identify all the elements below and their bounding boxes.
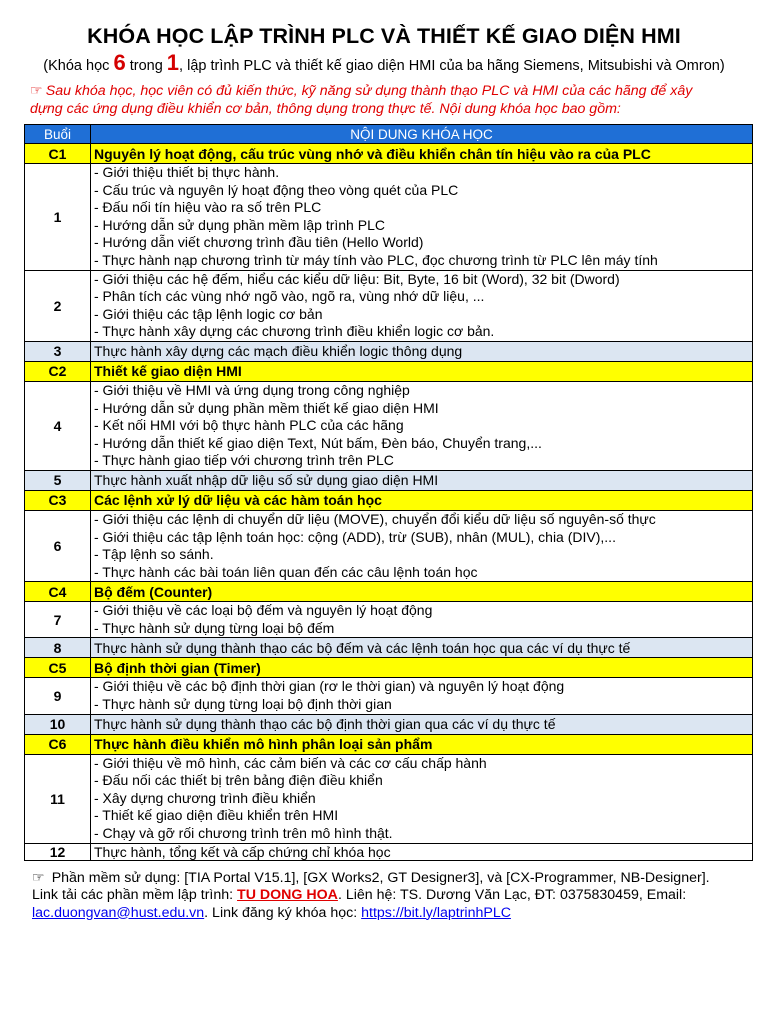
content-line: - Tập lệnh so sánh. [94,546,214,563]
pointing-hand-icon: ☞ [32,869,45,886]
footer [32,870,754,923]
session-content [91,602,753,638]
session-number: 9 [25,678,91,714]
table-row [25,470,753,490]
content-line: - Phân tích các vùng nhớ ngõ vào, ngõ ra, vùng nhớ dữ liệu, ... [94,288,485,305]
content-line: - Giới thiệu các lệnh di chuyển dữ liệu (MOVE), chuyển đổi kiểu dữ liệu số nguyên-số thực [94,510,656,527]
subtitle-post: , lập trình PLC và thiết kế giao diện HMI của ba hãng Siemens, Mitsubishi và Omron) [179,58,725,74]
table-row [25,638,753,658]
download-link[interactable]: TU DONG HOA [237,887,338,904]
content-line: - Giới thiệu các tập lệnh logic cơ bản [94,305,323,322]
content-line: - Giới thiệu về HMI và ứng dụng trong công nghiệp [94,381,410,398]
email-link[interactable]: lac.duongvan@hust.edu.vn [32,904,205,921]
session-number: C3 [25,490,91,510]
session-number: C4 [25,582,91,602]
table-row [25,843,753,860]
session-content [91,270,753,341]
table-row [25,490,753,510]
content-line: - Giới thiệu về mô hình, các cảm biến và các cơ cấu chấp hành [94,754,487,771]
content-line: - Giới thiệu về các bộ định thời gian (rơ le thời gian) và nguyên lý hoạt động [94,678,565,695]
session-content [91,164,753,271]
content-line: - Thực hành giao tiếp với chương trình trên PLC [94,452,394,469]
table-row [25,164,753,271]
table-row [25,341,753,361]
content-line: - Hướng dẫn viết chương trình đầu tiên (Hello World) [94,234,424,251]
session-number: C1 [25,144,91,164]
table-row [25,270,753,341]
session-number: 8 [25,638,91,658]
content-line: - Thiết kế giao diện điều khiển trên HMI [94,807,339,824]
pointing-hand-icon: ☞ [30,83,43,99]
session-content [91,678,753,714]
content-line: - Hướng dẫn thiết kế giao diện Text, Nút bấm, Đèn báo, Chuyển trang,... [94,434,542,451]
chapter-title: Thực hành điều khiển mô hình phân loại sản phẩm [91,734,753,754]
column-header-content: NỘI DUNG KHÓA HỌC [91,125,753,144]
content-line: - Giới thiệu các tập lệnh toán học: cộng (ADD), trừ (SUB), nhân (MUL), chia (DIV),... [94,528,616,545]
intro-text [30,82,754,118]
column-header-session: Buổi [25,125,91,144]
register-link[interactable]: https://bit.ly/laptrinhPLC [361,904,511,921]
intro-line-2: dựng các ứng dụng điều khiển cơ bản, thông dụng trong thực tế. Nội dung khóa học bao gồm: [30,101,621,117]
content-line: - Giới thiệu về các loại bộ đếm và nguyên lý hoạt động [94,602,433,619]
content-line: - Giới thiệu thiết bị thực hành. [94,164,280,180]
session-content: Thực hành, tổng kết và cấp chứng chỉ khóa học [91,843,753,860]
table-row [25,510,753,581]
content-line: - Cấu trúc và nguyên lý hoạt động theo vòng quét của PLC [94,181,459,198]
content-line: - Thực hành sử dụng từng loại bộ đếm [94,619,335,636]
session-number: 12 [25,843,91,860]
session-content [91,754,753,843]
table-row [25,361,753,381]
content-line: - Chạy và gỡ rối chương trình trên mô hình thật. [94,825,393,842]
session-content: Thực hành xây dựng các mạch điều khiển logic thông dụng [91,341,753,361]
table-row [25,734,753,754]
content-line: - Kết nối HMI với bộ thực hành PLC của các hãng [94,417,404,434]
session-number: C6 [25,734,91,754]
download-label: Link tải các phần mềm lập trình: [32,887,238,904]
content-line: - Giới thiệu các hệ đếm, hiểu các kiểu dữ liệu: Bit, Byte, 16 bit (Word), 32 bit (Dword) [94,270,620,287]
chapter-title: Bộ định thời gian (Timer) [91,658,753,678]
contact-info: . Liên hệ: TS. Dương Văn Lạc, ĐT: 0375830459, Email: [337,887,687,904]
chapter-title: Thiết kế giao diện HMI [91,361,753,381]
session-number: 5 [25,470,91,490]
table-row [25,678,753,714]
table-row [25,602,753,638]
session-number: 10 [25,714,91,734]
table-row [25,754,753,843]
subtitle-pre: (Khóa học [43,58,114,74]
register-label: . Link đăng ký khóa học: [204,904,362,921]
session-number: C5 [25,658,91,678]
content-line: - Đấu nối các thiết bị trên bảng điện điều khiển [94,772,383,789]
session-number: 6 [25,510,91,581]
content-line: - Thực hành xây dựng các chương trình điều khiển logic cơ bản. [94,323,495,340]
session-number: 3 [25,341,91,361]
content-line: - Thực hành các bài toán liên quan đến các câu lệnh toán học [94,563,478,580]
chapter-title: Nguyên lý hoạt động, cấu trúc vùng nhớ và điều khiển chân tín hiệu vào ra của PLC [91,144,753,164]
subtitle-mid: trong [125,58,167,74]
table-row [25,658,753,678]
session-content: Thực hành sử dụng thành thạo các bộ đếm và các lệnh toán học qua các ví dụ thực tế [91,638,753,658]
session-number: 2 [25,270,91,341]
software-note: Phần mềm sử dụng: [TIA Portal V15.1], [GX Works2, GT Designer3], và [CX-Programmer, NB-Designer]. [51,869,710,886]
session-number: 11 [25,754,91,843]
session-number: 7 [25,602,91,638]
content-line: - Thực hành sử dụng từng loại bộ định thời gian [94,696,392,713]
chapter-title: Các lệnh xử lý dữ liệu và các hàm toán học [91,490,753,510]
session-content: Thực hành sử dụng thành thạo các bộ định thời gian qua các ví dụ thực tế [91,714,753,734]
session-content [91,510,753,581]
session-content [91,381,753,470]
course-table-body [25,144,753,861]
content-line: - Đấu nối tín hiệu vào ra số trên PLC [94,199,322,216]
session-number: C2 [25,361,91,381]
subtitle-num-six: 6 [113,50,126,75]
intro-line-1: Sau khóa học, học viên có đủ kiến thức, kỹ năng sử dụng thành thạo PLC và HMI của các hãng để xây [45,83,693,99]
session-content: Thực hành xuất nhập dữ liệu số sử dụng giao diện HMI [91,470,753,490]
content-line: - Xây dựng chương trình điều khiển [94,789,316,806]
table-row [25,144,753,164]
table-row [25,381,753,470]
content-line: - Thực hành nạp chương trình từ máy tính vào PLC, đọc chương trình từ PLC lên máy tính [94,251,658,268]
subtitle [14,50,754,75]
subtitle-num-one: 1 [166,50,180,75]
course-table [24,124,753,861]
session-number: 1 [25,164,91,271]
content-line: - Hướng dẫn sử dụng phần mềm thiết kế giao diện HMI [94,399,439,416]
content-line: - Hướng dẫn sử dụng phần mềm lập trình PLC [94,216,385,233]
chapter-title: Bộ đếm (Counter) [91,582,753,602]
page-title: KHÓA HỌC LẬP TRÌNH PLC VÀ THIẾT KẾ GIAO DIỆN HMI [87,24,681,48]
session-number: 4 [25,381,91,470]
table-row [25,714,753,734]
table-row [25,582,753,602]
